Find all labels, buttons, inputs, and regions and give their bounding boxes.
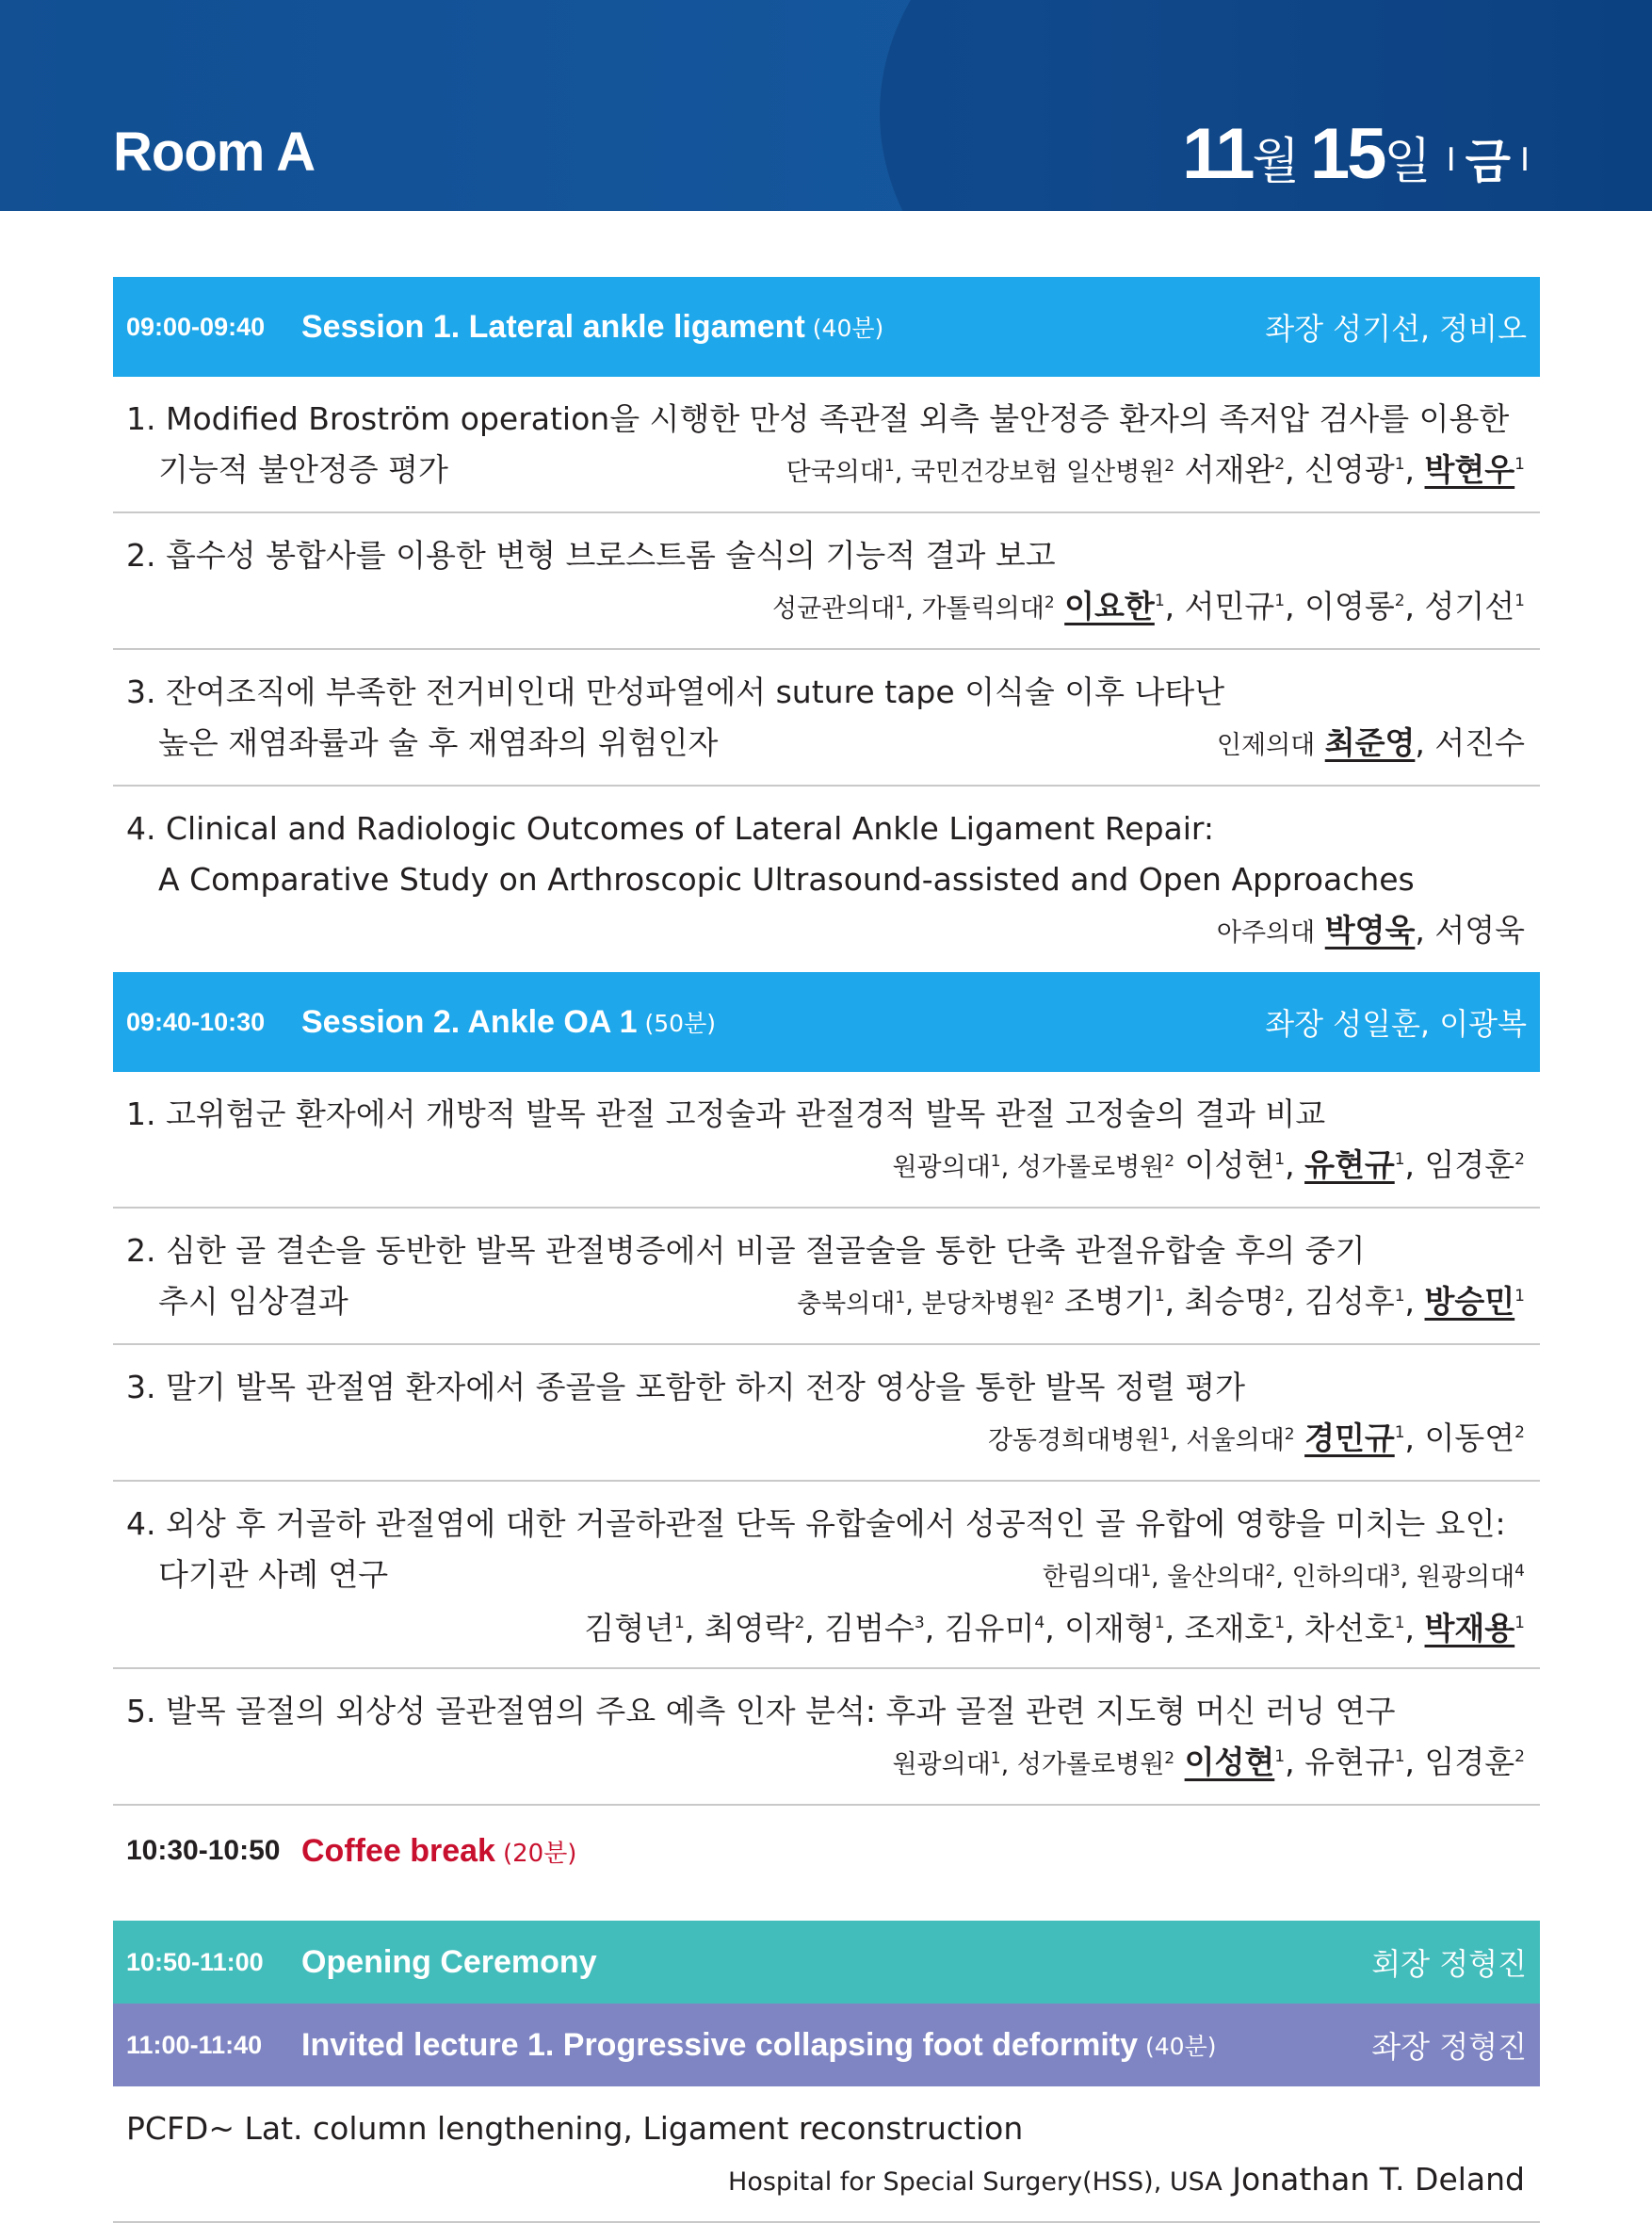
affiliation-superscript: 1 [990, 1152, 1001, 1171]
lecture-topic: PCFD~ Lat. column lengthening, Ligament reconstruction [126, 2110, 1024, 2147]
author-name: 이동연 [1424, 1420, 1515, 1456]
author-name: 이재형 [1064, 1610, 1155, 1647]
author-superscript: 2 [1514, 1150, 1525, 1169]
presenter-name: 이성현 [1184, 1744, 1275, 1780]
talk-title-line: 다기관 사례 연구 [158, 1556, 389, 1593]
author-superscript: 1 [1394, 1287, 1405, 1306]
presenter-name: 경민규 [1304, 1420, 1395, 1456]
affiliation: 원광의대 [892, 1153, 991, 1182]
presenter-name: 유현규 [1304, 1146, 1395, 1183]
sessions-container [113, 277, 1540, 1806]
affiliation-superscript: 2 [1044, 1289, 1055, 1307]
affiliations: 충북의대$^1$, 분당차병원$^2$ [797, 1289, 1055, 1319]
author-name: 이성현 [1184, 1146, 1275, 1183]
room-title: Room A [113, 122, 316, 183]
author-name: 이영롱 [1304, 588, 1395, 625]
affiliation-superscript: 2 [1164, 1152, 1175, 1171]
coffee-break-row: 10:30-10:50 Coffee break (20분) [126, 1832, 577, 1869]
author-superscript: 1 [1394, 1423, 1405, 1442]
talk-item [113, 787, 1540, 972]
author-superscript: 1 [1274, 592, 1286, 610]
presenter-name: 방승민 [1424, 1283, 1515, 1320]
affiliation-superscript: 1 [883, 457, 895, 476]
talk-title-line: 높은 재염좌률과 술 후 재염좌의 위험인자 [158, 724, 719, 761]
lecture-item [113, 2086, 1540, 2223]
affiliation-superscript: 2 [1164, 457, 1175, 476]
program-list [113, 277, 1540, 2223]
talk-authors: 아주의대 박영욱, 서영욱 [1216, 912, 1525, 949]
affiliation-superscript: 2 [1265, 1562, 1276, 1581]
author-name: 임경훈 [1424, 1744, 1515, 1780]
session-duration: (40분) [812, 315, 884, 342]
affiliation-superscript: 1 [895, 1289, 906, 1307]
author-name: 조재호 [1184, 1610, 1275, 1647]
author-superscript: 2 [1514, 1747, 1525, 1766]
author-superscript: 1 [1514, 455, 1525, 474]
talk-title-line: 2. 심한 골 결손을 동반한 발목 관절병증에서 비골 절골술을 통한 단축 관절유합술 후의 중기 [126, 1232, 1366, 1269]
session-duration: (50분) [644, 1010, 716, 1037]
author-name: 서재완 [1184, 451, 1275, 488]
author-superscript: 2 [794, 1614, 805, 1632]
opening-ceremony-bar: 10:50-11:00 Opening Ceremony 회장 정형진 [113, 1921, 1540, 2004]
talk-title-line: 1. 고위험군 환자에서 개방적 발목 관절 고정술과 관절경적 발목 관절 고정술의 결과 비교 [126, 1095, 1326, 1132]
affiliation: 가톨릭의대 [921, 594, 1045, 624]
talk-title-line: 1. Modified Broström operation을 시행한 만성 족관절 외측 불안정증 환자의 족저압 검사를 이용한 [126, 400, 1510, 437]
author-superscript: 2 [1514, 1423, 1525, 1442]
author-superscript: 1 [1274, 1150, 1286, 1169]
affiliation-superscript: 2 [1164, 1749, 1175, 1768]
talk-title-line: 기능적 불안정증 평가 [158, 451, 448, 488]
affiliations: 한림의대$^1$, 울산의대$^2$, 인하의대$^3$, 원광의대$^4$ [1042, 1562, 1525, 1592]
affiliation: 서울의대 [1186, 1426, 1285, 1455]
affiliation-superscript: 2 [1044, 593, 1055, 612]
author-superscript: 1 [1154, 1287, 1165, 1306]
talk-authors: 성균관의대$^1$, 가톨릭의대$^2$ 이요한$^1$, 서민규$^1$, 이영롱$^2$, 성기선$^1$ [772, 588, 1525, 625]
affiliation-superscript: 1 [895, 593, 906, 612]
author-name: 서민규 [1184, 588, 1275, 625]
talk-row [126, 1550, 1525, 1603]
author-superscript: 4 [1034, 1614, 1045, 1632]
talk-row [126, 1140, 1525, 1193]
talk-authors: 원광의대$^1$, 성가롤로병원$^2$ 이성현$^1$, 유현규$^1$, 임경훈$^2$ [892, 1744, 1525, 1780]
author-name: 유현규 [1304, 1744, 1395, 1780]
date-label: 11월 15일 I 금 I [1182, 114, 1530, 194]
session-chair: 좌장 성일훈, 이광복 [1265, 1006, 1527, 1042]
author-superscript: 1 [674, 1614, 685, 1632]
affiliation: 한림의대 [1042, 1563, 1142, 1592]
presenter-name: 박현우 [1424, 451, 1515, 488]
session-title: Session 1. Lateral ankle ligament [301, 308, 805, 345]
affiliation: 성균관의대 [772, 594, 896, 624]
author-name: 김범수 [824, 1610, 915, 1647]
affiliation: 인제의대 [1216, 731, 1316, 760]
talk-row [126, 1413, 1525, 1467]
author-superscript: 1 [1394, 455, 1405, 474]
author-superscript: 1 [1514, 592, 1525, 610]
talk-title-line: 4. Clinical and Radiologic Outcomes of Lateral Ankle Ligament Repair: [126, 810, 1215, 847]
talk-item [113, 513, 1540, 650]
talk-title-line: 2. 흡수성 봉합사를 이용한 변형 브로스트롬 술식의 기능적 결과 보고 [126, 537, 1056, 574]
author-superscript: 1 [1154, 592, 1165, 610]
author-name: 신영광 [1304, 451, 1395, 488]
talk-affiliations [1043, 1550, 1525, 1603]
author-name: 임경훈 [1424, 1146, 1515, 1183]
author-name: 김형년 [584, 1610, 674, 1647]
talk-item [113, 650, 1540, 787]
talk-title-line: 4. 외상 후 거골하 관절염에 대한 거골하관절 단독 유합술에서 성공적인 골 유합에 영향을 미치는 요인: [126, 1505, 1506, 1542]
talk-item [113, 1209, 1540, 1345]
talk-title-line: 3. 말기 발목 관절염 환자에서 종골을 포함한 하지 전장 영상을 통한 발목 정렬 평가 [126, 1369, 1245, 1405]
affiliation-superscript: 1 [1141, 1562, 1152, 1581]
affiliation-superscript: 1 [990, 1749, 1001, 1768]
session-title: Session 2. Ankle OA 1 [301, 1003, 638, 1040]
author-name: 조병기 [1064, 1283, 1155, 1320]
session-bar [113, 277, 1540, 377]
author-superscript: 1 [1274, 1747, 1286, 1766]
talk-row [126, 1276, 1525, 1330]
talk-title-line: 5. 발목 골절의 외상성 골관절염의 주요 예측 인자 분석: 후과 골절 관련 지도형 머신 러닝 연구 [126, 1693, 1396, 1729]
lecture-speaker: Hospital for Special Surgery(HSS), USA Jonathan T. Deland [728, 2161, 1525, 2198]
affiliation: 원광의대 [1416, 1563, 1515, 1592]
talk-authors: 김형년$^1$, 최영락$^2$, 김범수$^3$, 김유미$^4$, 이재형$^1$, 조재호$^1$, 차선호$^1$, 박재용$^1$ [584, 1610, 1525, 1647]
author-superscript: 1 [1394, 1150, 1405, 1169]
session-chair: 좌장 성기선, 정비오 [1265, 311, 1527, 347]
talk-item [113, 377, 1540, 513]
affiliation-superscript: 2 [1284, 1425, 1295, 1444]
affiliation: 성가롤로병원 [1016, 1153, 1165, 1182]
affiliation: 인하의대 [1291, 1563, 1390, 1592]
talk-item [113, 1072, 1540, 1209]
presenter-name: 박재용 [1424, 1610, 1515, 1647]
affiliation: 단국의대 [786, 458, 884, 487]
talk-title-line: A Comparative Study on Arthroscopic Ultrasound-assisted and Open Approaches [158, 861, 1415, 898]
presenter-name: 최준영 [1324, 724, 1416, 761]
author-superscript: 3 [914, 1614, 925, 1632]
page-header [0, 0, 1652, 211]
talk-row [126, 445, 1525, 498]
affiliations: 원광의대$^1$, 성가롤로병원$^2$ [892, 1749, 1175, 1779]
talk-item [113, 1482, 1540, 1669]
talk-title-line: 3. 잔여조직에 부족한 전거비인대 만성파열에서 suture tape 이식술 이후 나타난 [126, 673, 1225, 710]
affiliations [1217, 918, 1315, 948]
session-time: 09:40-10:30 [126, 1007, 266, 1036]
affiliation: 아주의대 [1216, 918, 1316, 948]
affiliation: 원광의대 [892, 1750, 991, 1779]
talk-title-line: 추시 임상결과 [158, 1283, 348, 1320]
author-superscript: 2 [1274, 455, 1286, 474]
talk-row [126, 718, 1525, 771]
author-superscript: 2 [1394, 592, 1405, 610]
author-name: 최승명 [1184, 1283, 1275, 1320]
affiliation-superscript: 1 [1159, 1425, 1171, 1444]
session-time: 09:00-09:40 [126, 312, 266, 341]
session-bar [113, 972, 1540, 1072]
affiliation: 강동경희대병원 [987, 1426, 1160, 1455]
affiliations: 강동경희대병원$^1$, 서울의대$^2$ [987, 1425, 1295, 1455]
talk-row [126, 581, 1525, 635]
affiliation-superscript: 4 [1514, 1562, 1525, 1581]
author-superscript: 1 [1274, 1614, 1286, 1632]
affiliations: 원광의대$^1$, 성가롤로병원$^2$ [892, 1152, 1175, 1182]
author-name: 서진수 [1434, 724, 1525, 761]
affiliation: 국민건강보험 일산병원 [910, 458, 1165, 487]
author-name: 김유미 [944, 1610, 1035, 1647]
affiliation: 충북의대 [797, 1290, 896, 1319]
author-superscript: 1 [1514, 1614, 1525, 1632]
affiliations: 단국의대$^1$, 국민건강보험 일산병원$^2$ [786, 457, 1175, 487]
author-superscript: 1 [1394, 1747, 1405, 1766]
invited-lecture-bar: 11:00-11:40 Invited lecture 1. Progressive collapsing foot deformity (40분) 좌장 정형진 [113, 2004, 1540, 2086]
affiliation: 울산의대 [1167, 1563, 1266, 1592]
talk-authors: 원광의대$^1$, 성가롤로병원$^2$ 이성현$^1$, 유현규$^1$, 임경훈$^2$ [892, 1146, 1525, 1183]
talk-authors: 강동경희대병원$^1$, 서울의대$^2$ 경민규$^1$, 이동연$^2$ [987, 1420, 1525, 1456]
author-superscript: 1 [1514, 1287, 1525, 1306]
talk-authors: 단국의대$^1$, 국민건강보험 일산병원$^2$ 서재완$^2$, 신영광$^1$, 박현우$^1$ [786, 451, 1525, 488]
talk-item [113, 1345, 1540, 1482]
affiliation-superscript: 3 [1389, 1562, 1401, 1581]
author-name: 성기선 [1424, 588, 1515, 625]
affiliation: 분당차병원 [921, 1290, 1045, 1319]
author-name: 최영락 [704, 1610, 795, 1647]
affiliations: 성균관의대$^1$, 가톨릭의대$^2$ [772, 593, 1055, 624]
talk-authors: 충북의대$^1$, 분당차병원$^2$ 조병기$^1$, 최승명$^2$, 김성후$^1$, 방승민$^1$ [797, 1283, 1525, 1320]
author-name: 김성후 [1304, 1283, 1395, 1320]
presenter-name: 이요한 [1064, 588, 1155, 625]
author-superscript: 2 [1274, 1287, 1286, 1306]
author-name: 서영욱 [1434, 912, 1525, 949]
talk-authors: 인제의대 최준영, 서진수 [1216, 724, 1525, 761]
author-name: 차선호 [1304, 1610, 1395, 1647]
author-superscript: 1 [1394, 1614, 1405, 1632]
talk-row [126, 1737, 1525, 1791]
affiliation: 성가롤로병원 [1016, 1750, 1165, 1779]
presenter-name: 박영욱 [1324, 912, 1416, 949]
affiliations [1217, 731, 1315, 760]
author-superscript: 1 [1154, 1614, 1165, 1632]
talk-item [113, 1669, 1540, 1806]
